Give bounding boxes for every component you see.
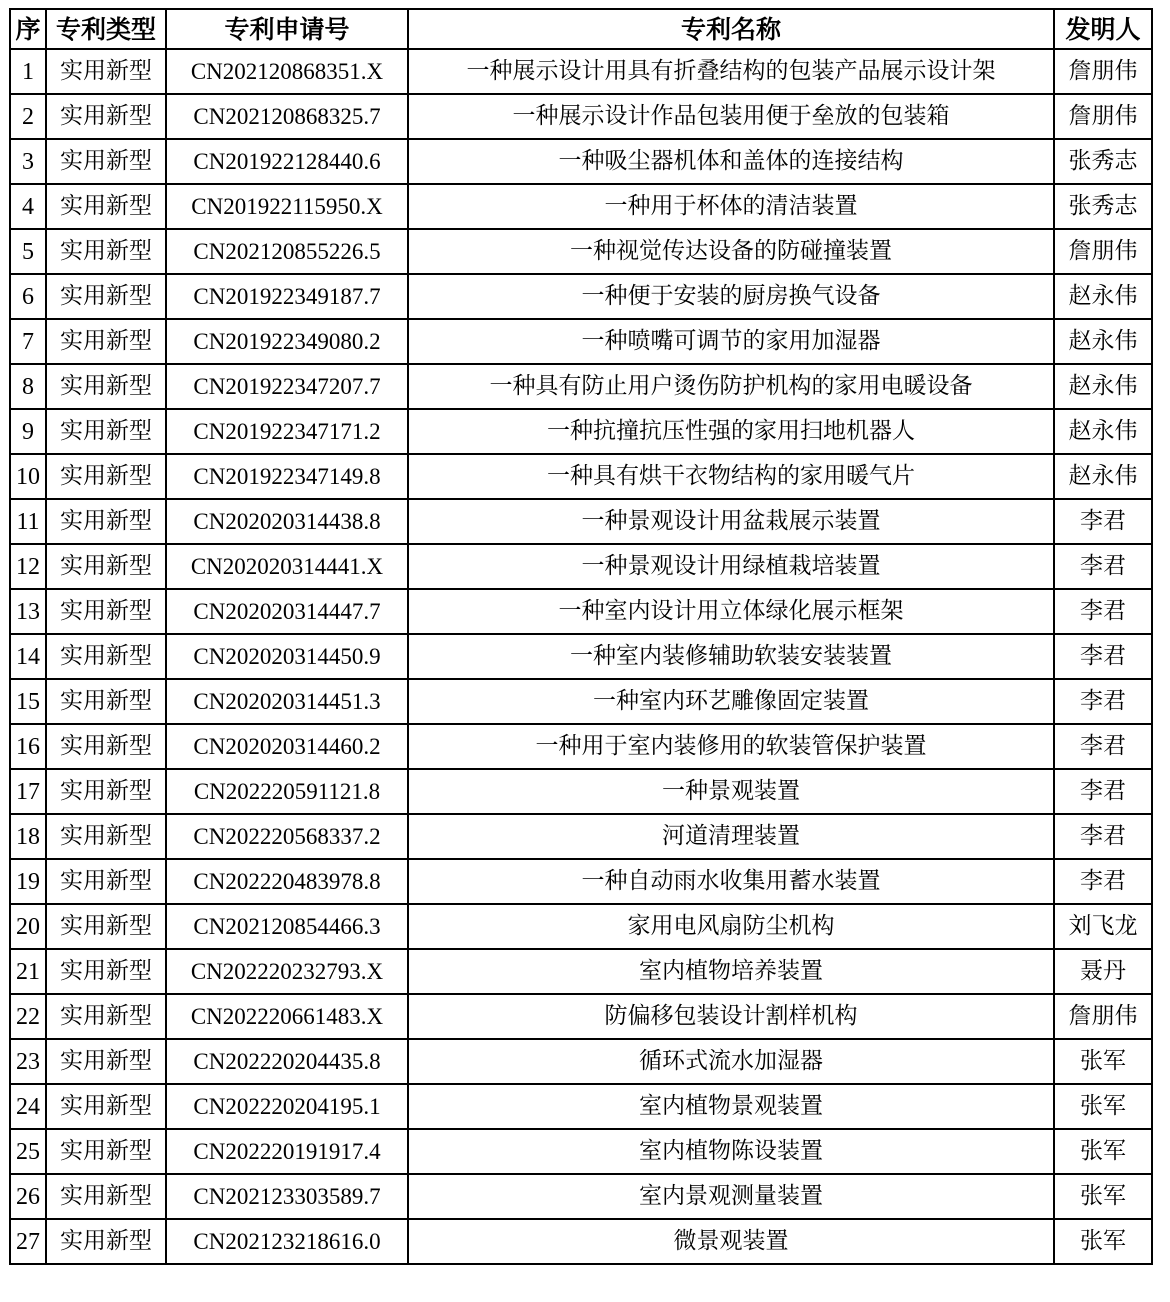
cell-application-no: CN202020314447.7 xyxy=(166,589,408,634)
table-row xyxy=(10,364,1152,409)
cell-no: 16 xyxy=(10,724,46,769)
cell-inventor: 詹朋伟 xyxy=(1054,94,1152,139)
cell-inventor: 詹朋伟 xyxy=(1054,49,1152,94)
cell-type: 实用新型 xyxy=(46,904,166,949)
cell-inventor: 张军 xyxy=(1054,1084,1152,1129)
cell-application-no: CN201922347207.7 xyxy=(166,364,408,409)
cell-no: 6 xyxy=(10,274,46,319)
table-row xyxy=(10,49,1152,94)
cell-inventor: 赵永伟 xyxy=(1054,409,1152,454)
table-row xyxy=(10,859,1152,904)
cell-type: 实用新型 xyxy=(46,1219,166,1264)
header-name: 专利名称 xyxy=(408,9,1054,49)
cell-type: 实用新型 xyxy=(46,364,166,409)
cell-inventor: 张军 xyxy=(1054,1174,1152,1219)
cell-name: 一种景观设计用绿植栽培装置 xyxy=(408,544,1054,589)
cell-type: 实用新型 xyxy=(46,1174,166,1219)
table-row xyxy=(10,1039,1152,1084)
table-row xyxy=(10,1174,1152,1219)
cell-application-no: CN201922347149.8 xyxy=(166,454,408,499)
cell-no: 18 xyxy=(10,814,46,859)
cell-name: 一种吸尘器机体和盖体的连接结构 xyxy=(408,139,1054,184)
cell-name: 一种景观装置 xyxy=(408,769,1054,814)
cell-type: 实用新型 xyxy=(46,229,166,274)
cell-no: 22 xyxy=(10,994,46,1039)
cell-inventor: 赵永伟 xyxy=(1054,454,1152,499)
cell-no: 4 xyxy=(10,184,46,229)
cell-name: 一种室内设计用立体绿化展示框架 xyxy=(408,589,1054,634)
cell-name: 室内植物培养装置 xyxy=(408,949,1054,994)
table-row xyxy=(10,1219,1152,1264)
cell-no: 19 xyxy=(10,859,46,904)
cell-name: 一种喷嘴可调节的家用加湿器 xyxy=(408,319,1054,364)
cell-application-no: CN202020314438.8 xyxy=(166,499,408,544)
table-row xyxy=(10,499,1152,544)
cell-inventor: 张秀志 xyxy=(1054,184,1152,229)
cell-inventor: 张军 xyxy=(1054,1219,1152,1264)
cell-no: 2 xyxy=(10,94,46,139)
cell-inventor: 李君 xyxy=(1054,724,1152,769)
table-row xyxy=(10,634,1152,679)
cell-application-no: CN202220568337.2 xyxy=(166,814,408,859)
table-row xyxy=(10,589,1152,634)
cell-inventor: 张军 xyxy=(1054,1129,1152,1174)
cell-no: 25 xyxy=(10,1129,46,1174)
cell-inventor: 詹朋伟 xyxy=(1054,994,1152,1039)
cell-name: 一种用于杯体的清洁装置 xyxy=(408,184,1054,229)
cell-inventor: 刘飞龙 xyxy=(1054,904,1152,949)
cell-name: 室内景观测量装置 xyxy=(408,1174,1054,1219)
cell-type: 实用新型 xyxy=(46,544,166,589)
table-row xyxy=(10,904,1152,949)
cell-application-no: CN202220191917.4 xyxy=(166,1129,408,1174)
cell-inventor: 聂丹 xyxy=(1054,949,1152,994)
cell-no: 3 xyxy=(10,139,46,184)
cell-type: 实用新型 xyxy=(46,949,166,994)
table-row xyxy=(10,814,1152,859)
cell-no: 23 xyxy=(10,1039,46,1084)
cell-type: 实用新型 xyxy=(46,274,166,319)
cell-inventor: 李君 xyxy=(1054,589,1152,634)
cell-no: 12 xyxy=(10,544,46,589)
cell-name: 一种展示设计作品包装用便于垒放的包装箱 xyxy=(408,94,1054,139)
cell-no: 21 xyxy=(10,949,46,994)
cell-type: 实用新型 xyxy=(46,679,166,724)
cell-application-no: CN202020314441.X xyxy=(166,544,408,589)
cell-name: 河道清理装置 xyxy=(408,814,1054,859)
cell-type: 实用新型 xyxy=(46,454,166,499)
table-row xyxy=(10,994,1152,1039)
cell-type: 实用新型 xyxy=(46,499,166,544)
cell-type: 实用新型 xyxy=(46,724,166,769)
header-row xyxy=(10,9,1152,49)
cell-application-no: CN202020314450.9 xyxy=(166,634,408,679)
cell-application-no: CN202120854466.3 xyxy=(166,904,408,949)
cell-no: 13 xyxy=(10,589,46,634)
table-body xyxy=(10,49,1152,1264)
table-row xyxy=(10,544,1152,589)
cell-application-no: CN202220483978.8 xyxy=(166,859,408,904)
cell-type: 实用新型 xyxy=(46,994,166,1039)
table-row xyxy=(10,139,1152,184)
patent-table xyxy=(9,8,1153,1265)
cell-type: 实用新型 xyxy=(46,184,166,229)
cell-inventor: 詹朋伟 xyxy=(1054,229,1152,274)
cell-inventor: 赵永伟 xyxy=(1054,364,1152,409)
cell-name: 一种自动雨水收集用蓄水装置 xyxy=(408,859,1054,904)
cell-inventor: 李君 xyxy=(1054,769,1152,814)
cell-type: 实用新型 xyxy=(46,409,166,454)
table-row xyxy=(10,184,1152,229)
cell-no: 10 xyxy=(10,454,46,499)
header-application-no: 专利申请号 xyxy=(166,9,408,49)
table-row xyxy=(10,1129,1152,1174)
cell-application-no: CN202123303589.7 xyxy=(166,1174,408,1219)
cell-name: 一种具有防止用户烫伤防护机构的家用电暖设备 xyxy=(408,364,1054,409)
cell-inventor: 李君 xyxy=(1054,634,1152,679)
table-row xyxy=(10,229,1152,274)
table-row xyxy=(10,679,1152,724)
cell-no: 27 xyxy=(10,1219,46,1264)
cell-application-no: CN202120855226.5 xyxy=(166,229,408,274)
cell-no: 17 xyxy=(10,769,46,814)
cell-application-no: CN202020314451.3 xyxy=(166,679,408,724)
cell-no: 26 xyxy=(10,1174,46,1219)
cell-application-no: CN202123218616.0 xyxy=(166,1219,408,1264)
cell-type: 实用新型 xyxy=(46,139,166,184)
cell-inventor: 李君 xyxy=(1054,679,1152,724)
cell-type: 实用新型 xyxy=(46,814,166,859)
cell-name: 家用电风扇防尘机构 xyxy=(408,904,1054,949)
cell-application-no: CN201922349080.2 xyxy=(166,319,408,364)
cell-application-no: CN202220661483.X xyxy=(166,994,408,1039)
cell-type: 实用新型 xyxy=(46,49,166,94)
cell-name: 一种室内装修辅助软装安装装置 xyxy=(408,634,1054,679)
cell-no: 9 xyxy=(10,409,46,454)
cell-type: 实用新型 xyxy=(46,1129,166,1174)
cell-no: 1 xyxy=(10,49,46,94)
table-row xyxy=(10,409,1152,454)
table-row xyxy=(10,949,1152,994)
table-row xyxy=(10,769,1152,814)
cell-no: 14 xyxy=(10,634,46,679)
cell-application-no: CN202120868325.7 xyxy=(166,94,408,139)
table-row xyxy=(10,724,1152,769)
cell-application-no: CN201922128440.6 xyxy=(166,139,408,184)
cell-inventor: 张军 xyxy=(1054,1039,1152,1084)
cell-name: 微景观装置 xyxy=(408,1219,1054,1264)
cell-name: 一种视觉传达设备的防碰撞装置 xyxy=(408,229,1054,274)
cell-name: 一种抗撞抗压性强的家用扫地机器人 xyxy=(408,409,1054,454)
cell-name: 一种具有烘干衣物结构的家用暖气片 xyxy=(408,454,1054,499)
cell-name: 一种用于室内装修用的软装管保护装置 xyxy=(408,724,1054,769)
table-row xyxy=(10,1084,1152,1129)
cell-type: 实用新型 xyxy=(46,94,166,139)
cell-inventor: 李君 xyxy=(1054,814,1152,859)
cell-no: 15 xyxy=(10,679,46,724)
cell-type: 实用新型 xyxy=(46,589,166,634)
table-row xyxy=(10,319,1152,364)
cell-name: 一种景观设计用盆栽展示装置 xyxy=(408,499,1054,544)
cell-application-no: CN201922115950.X xyxy=(166,184,408,229)
cell-type: 实用新型 xyxy=(46,1039,166,1084)
cell-application-no: CN202220232793.X xyxy=(166,949,408,994)
table-row xyxy=(10,94,1152,139)
cell-name: 防偏移包装设计割样机构 xyxy=(408,994,1054,1039)
table-header xyxy=(10,9,1152,49)
cell-inventor: 李君 xyxy=(1054,544,1152,589)
cell-no: 11 xyxy=(10,499,46,544)
cell-no: 24 xyxy=(10,1084,46,1129)
cell-inventor: 李君 xyxy=(1054,859,1152,904)
cell-name: 一种便于安装的厨房换气设备 xyxy=(408,274,1054,319)
cell-application-no: CN202120868351.X xyxy=(166,49,408,94)
cell-inventor: 赵永伟 xyxy=(1054,319,1152,364)
cell-application-no: CN202220204195.1 xyxy=(166,1084,408,1129)
cell-type: 实用新型 xyxy=(46,319,166,364)
cell-no: 7 xyxy=(10,319,46,364)
cell-name: 一种展示设计用具有折叠结构的包装产品展示设计架 xyxy=(408,49,1054,94)
header-inventor: 发明人 xyxy=(1054,9,1152,49)
cell-inventor: 李君 xyxy=(1054,499,1152,544)
cell-inventor: 赵永伟 xyxy=(1054,274,1152,319)
cell-application-no: CN202220591121.8 xyxy=(166,769,408,814)
cell-application-no: CN201922349187.7 xyxy=(166,274,408,319)
cell-application-no: CN202220204435.8 xyxy=(166,1039,408,1084)
cell-name: 室内植物景观装置 xyxy=(408,1084,1054,1129)
cell-no: 8 xyxy=(10,364,46,409)
header-type: 专利类型 xyxy=(46,9,166,49)
header-no: 序 xyxy=(10,9,46,49)
cell-inventor: 张秀志 xyxy=(1054,139,1152,184)
cell-no: 20 xyxy=(10,904,46,949)
cell-application-no: CN201922347171.2 xyxy=(166,409,408,454)
cell-name: 室内植物陈设装置 xyxy=(408,1129,1054,1174)
cell-application-no: CN202020314460.2 xyxy=(166,724,408,769)
cell-name: 循环式流水加湿器 xyxy=(408,1039,1054,1084)
table-row xyxy=(10,274,1152,319)
cell-type: 实用新型 xyxy=(46,1084,166,1129)
cell-type: 实用新型 xyxy=(46,859,166,904)
table-row xyxy=(10,454,1152,499)
cell-type: 实用新型 xyxy=(46,634,166,679)
cell-name: 一种室内环艺雕像固定装置 xyxy=(408,679,1054,724)
cell-type: 实用新型 xyxy=(46,769,166,814)
cell-no: 5 xyxy=(10,229,46,274)
